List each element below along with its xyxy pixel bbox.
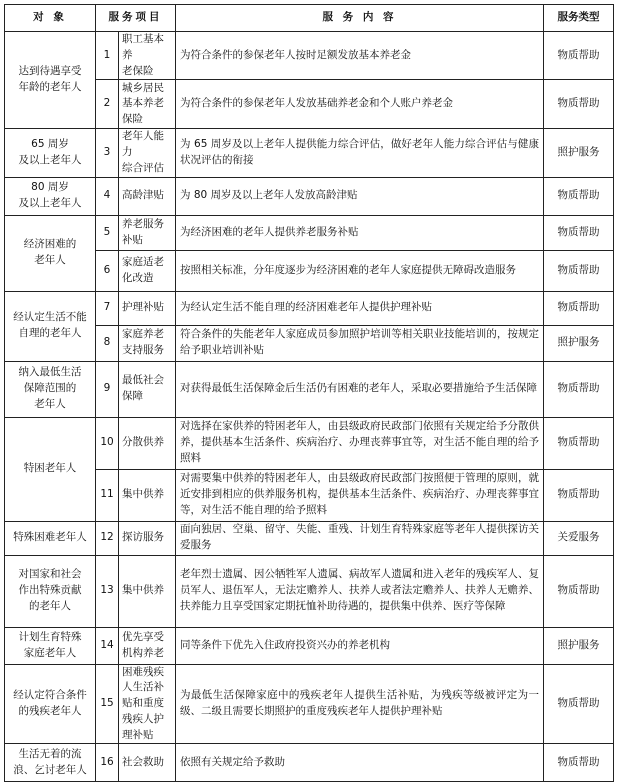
type-cell: 物质帮助	[544, 417, 614, 469]
number-cell: 13	[96, 555, 119, 627]
object-cell: 特殊困难老年人	[13, 531, 87, 544]
type-cell: 照护服务	[544, 325, 614, 361]
header-object: 对 象	[5, 5, 96, 32]
object-cell: 65 周岁 及以上老年人	[18, 138, 82, 166]
table-row	[5, 744, 614, 782]
number-cell: 16	[96, 744, 119, 782]
content-cell: 为经济困难的老年人提供养老服务补贴	[176, 215, 544, 250]
type-cell: 物质帮助	[544, 469, 614, 521]
content-cell: 为 80 周岁及以上老年人发放高龄津贴	[176, 177, 544, 215]
type-cell: 物质帮助	[544, 32, 614, 80]
number-cell: 12	[96, 521, 119, 555]
content-cell: 按照相关标准，分年度逐步为经济困难的老年人家庭提供无障碍改造服务	[176, 250, 544, 291]
table-row	[5, 32, 614, 80]
table-row	[5, 627, 614, 664]
table-row	[5, 177, 614, 215]
elderly-services-table	[4, 4, 614, 782]
item-cell: 困难残疾 人生活补 贴和重度 残疾人护 理补贴	[122, 665, 164, 741]
object-cell: 特困老年人	[23, 462, 77, 475]
table-row	[5, 361, 614, 417]
type-cell: 物质帮助	[544, 291, 614, 325]
header-type: 服务类型	[544, 5, 614, 32]
table-row	[5, 215, 614, 250]
item-cell: 高龄津贴	[122, 189, 164, 202]
table-row	[5, 325, 614, 361]
item-cell: 家庭养老 支持服务	[122, 328, 164, 356]
number-cell: 9	[96, 361, 119, 417]
content-cell: 为最低生活保障家庭中的残疾老年人提供生活补贴，为残疾等级被评定为一级、二级且需要长期照护的重度残疾老年人提供护理补贴	[176, 664, 544, 744]
table-row	[5, 417, 614, 469]
object-cell: 计划生育特殊 家庭老年人	[18, 630, 82, 659]
object-cell: 经认定生活不能 自理的老年人	[13, 311, 87, 339]
table-row	[5, 291, 614, 325]
type-cell: 物质帮助	[544, 664, 614, 744]
object-cell: 经济困难的 老年人	[23, 238, 77, 266]
table-row	[5, 129, 614, 177]
number-cell: 2	[96, 80, 119, 129]
item-cell: 养老服务 补贴	[122, 217, 164, 246]
item-cell: 分散供养	[122, 436, 164, 449]
type-cell: 物质帮助	[544, 177, 614, 215]
table-row	[5, 250, 614, 291]
item-cell: 集中供养	[122, 584, 164, 597]
content-cell: 同等条件下优先入住政府投资兴办的养老机构	[176, 627, 544, 664]
number-cell: 11	[96, 469, 119, 521]
type-cell: 物质帮助	[544, 80, 614, 129]
item-cell: 探访服务	[122, 531, 164, 544]
content-cell: 为符合条件的参保老年人发放基础养老金和个人账户养老金	[176, 80, 544, 129]
object-cell: 纳入最低生活 保障范围的 老年人	[18, 366, 82, 410]
table-row	[5, 469, 614, 521]
content-cell: 为符合条件的参保老年人按时足额发放基本养老金	[176, 32, 544, 80]
table-header-row	[5, 5, 614, 32]
item-cell: 社会救助	[122, 755, 164, 768]
number-cell: 6	[96, 250, 119, 291]
type-cell: 物质帮助	[544, 250, 614, 291]
item-cell: 优先享受 机构养老	[122, 630, 164, 659]
content-cell: 为 65 周岁及以上老年人提供能力综合评估，做好老年人能力综合评估与健康状况评估的衔接	[176, 129, 544, 177]
item-cell: 最低社会 保障	[122, 374, 164, 402]
table-row	[5, 555, 614, 627]
type-cell: 物质帮助	[544, 744, 614, 782]
item-cell: 城乡居民 基本养老 保险	[122, 81, 164, 126]
object-cell: 生活无着的流 浪、乞讨老年人	[13, 748, 87, 776]
table-row	[5, 521, 614, 555]
number-cell: 4	[96, 177, 119, 215]
number-cell: 5	[96, 215, 119, 250]
content-cell: 符合条件的失能老年人家庭成员参加照护培训等相关职业技能培训的，按规定给予职业培训补贴	[176, 325, 544, 361]
content-cell: 面向独居、空巢、留守、失能、重残、计划生育特殊家庭等老年人提供探访关爱服务	[176, 521, 544, 555]
content-cell: 对需要集中供养的特困老年人，由县级政府民政部门按照便于管理的原则，就近安排到相应的供养服务机构，提供基本生活条件、疾病治疗、办理丧葬事宜等，对生活不能自理的给予照料	[176, 469, 544, 521]
header-content: 服 务 内 容	[176, 5, 544, 32]
item-cell: 家庭适老 化改造	[122, 255, 164, 284]
item-cell: 集中供养	[122, 488, 164, 501]
content-cell: 对获得最低生活保障金后生活仍有困难的老年人，采取必要措施给予生活保障	[176, 361, 544, 417]
table-row	[5, 664, 614, 744]
number-cell: 15	[96, 664, 119, 744]
content-cell: 对选择在家供养的特困老年人，由县级政府民政部门依照有关规定给予分散供养，提供基本生活条件、疾病治疗、办理丧葬事宜等，对生活不能自理的给予照料	[176, 417, 544, 469]
item-cell: 老年人能力 综合评估	[122, 130, 164, 174]
header-item: 服务项目	[96, 5, 176, 32]
number-cell: 1	[96, 32, 119, 80]
item-cell: 护理补贴	[122, 301, 164, 314]
object-cell: 对国家和社会 作出特殊贡献 的老年人	[18, 568, 82, 612]
number-cell: 3	[96, 129, 119, 177]
object-cell: 达到待遇享受 年龄的老年人	[18, 65, 82, 94]
type-cell: 物质帮助	[544, 215, 614, 250]
number-cell: 8	[96, 325, 119, 361]
type-cell: 物质帮助	[544, 555, 614, 627]
table-row	[5, 80, 614, 129]
number-cell: 14	[96, 627, 119, 664]
type-cell: 关爱服务	[544, 521, 614, 555]
number-cell: 7	[96, 291, 119, 325]
object-cell: 80 周岁 及以上老年人	[18, 181, 82, 209]
content-cell: 为经认定生活不能自理的经济困难老年人提供护理补贴	[176, 291, 544, 325]
content-cell: 依照有关规定给予救助	[176, 744, 544, 782]
number-cell: 10	[96, 417, 119, 469]
item-cell: 职工基本养 老保险	[122, 33, 164, 77]
type-cell: 照护服务	[544, 129, 614, 177]
type-cell: 照护服务	[544, 627, 614, 664]
content-cell: 老年烈士遗属、因公牺牲军人遗属、病故军人遗属和进入老年的残疾军人、复员军人、退伍军人，无法定赡养人、扶养人或者法定赡养人、扶养人无赡养、扶养能力且享受国家定期抚恤补助待遇的，提供集中供养、医疗等保障	[176, 555, 544, 627]
object-cell: 经认定符合条件 的残疾老年人	[13, 689, 87, 717]
type-cell: 物质帮助	[544, 361, 614, 417]
